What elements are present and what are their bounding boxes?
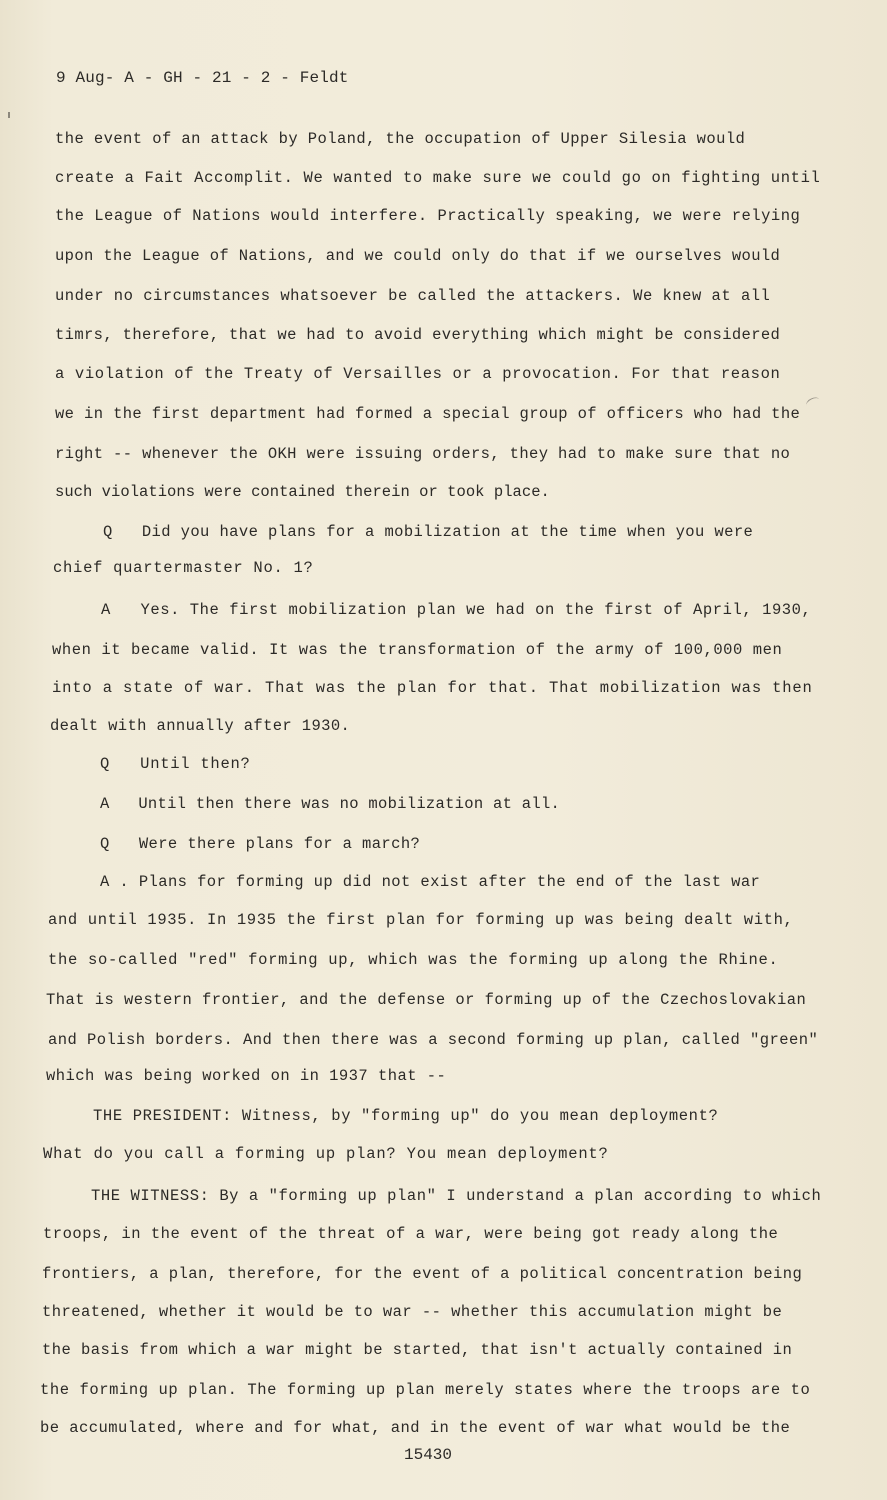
text-line: THE WITNESS: By a "forming up plan" I understand a plan according to which — [91, 1187, 822, 1205]
text-line: A Until then there was no mobilization at all. — [100, 795, 561, 813]
text-line: troops, in the event of the threat of a war, were being got ready along the — [43, 1225, 779, 1243]
text-line: A Yes. The first mobilization plan we had on the first of April, 1930, — [101, 601, 812, 619]
text-line: A . Plans for forming up did not exist after the end of the last war — [100, 873, 761, 891]
page-number: 15430 — [404, 1446, 453, 1464]
text-line: upon the League of Nations, and we could only do that if we ourselves would — [55, 247, 781, 265]
text-line: dealt with annually after 1930. — [50, 717, 351, 735]
text-line: the event of an attack by Poland, the occupation of Upper Silesia would — [55, 130, 746, 148]
text-line: Q Were there plans for a march? — [100, 835, 421, 853]
text-line: the League of Nations would interfere. Practically speaking, we were relying — [55, 207, 801, 225]
text-line: timrs, therefore, that we had to avoid everything which might be considered — [55, 326, 781, 344]
text-line: which was being worked on in 1937 that -- — [46, 1067, 447, 1085]
text-line: Q Until then? — [100, 755, 251, 773]
text-line: a violation of the Treaty of Versailles or a provocation. For that reason — [55, 365, 781, 383]
text-line: the forming up plan. The forming up plan merely states where the troops are to — [40, 1381, 811, 1399]
text-line: when it became valid. It was the transformation of the army of 100,000 men — [52, 641, 783, 659]
text-line: What do you call a forming up plan? You mean deployment? — [43, 1145, 609, 1163]
text-line: right -- whenever the OKH were issuing orders, they had to make sure that no — [55, 445, 791, 463]
text-line: the so-called "red" forming up, which was the forming up along the Rhine. — [48, 951, 779, 969]
text-line: chief quartermaster No. 1? — [53, 559, 314, 577]
text-line: under no circumstances whatsoever be called the attackers. We knew at all — [55, 287, 771, 305]
text-line: such violations were contained therein or took place. — [55, 483, 550, 501]
page-header: 9 Aug- A - GH - 21 - 2 - Feldt — [56, 69, 349, 87]
text-line: into a state of war. That was the plan for that. That mobilization was then — [52, 679, 813, 697]
text-line: create a Fait Accomplit. We wanted to make sure we could go on fighting until — [55, 169, 821, 187]
text-line: and Polish borders. And then there was a second forming up plan, called "green" — [48, 1031, 819, 1049]
text-line: and until 1935. In 1935 the first plan for forming up was being dealt with, — [48, 911, 794, 929]
text-line: Q Did you have plans for a mobilization at the time when you were — [103, 523, 754, 541]
text-line: THE PRESIDENT: Witness, by "forming up" do you mean deployment? — [93, 1107, 719, 1125]
margin-mark — [8, 112, 10, 118]
text-line: That is western frontier, and the defense or forming up of the Czechoslovakian — [46, 991, 807, 1009]
text-line: frontiers, a plan, therefore, for the event of a political concentration being — [42, 1265, 803, 1283]
text-line: be accumulated, where and for what, and in the event of war what would be the — [40, 1419, 791, 1437]
text-line: threatened, whether it would be to war -- whether this accumulation might be — [42, 1303, 783, 1321]
margin-tick-mark — [805, 395, 821, 409]
text-line: the basis from which a war might be started, that isn't actually contained in — [42, 1341, 793, 1359]
text-line: we in the first department had formed a special group of officers who had the — [55, 405, 801, 423]
